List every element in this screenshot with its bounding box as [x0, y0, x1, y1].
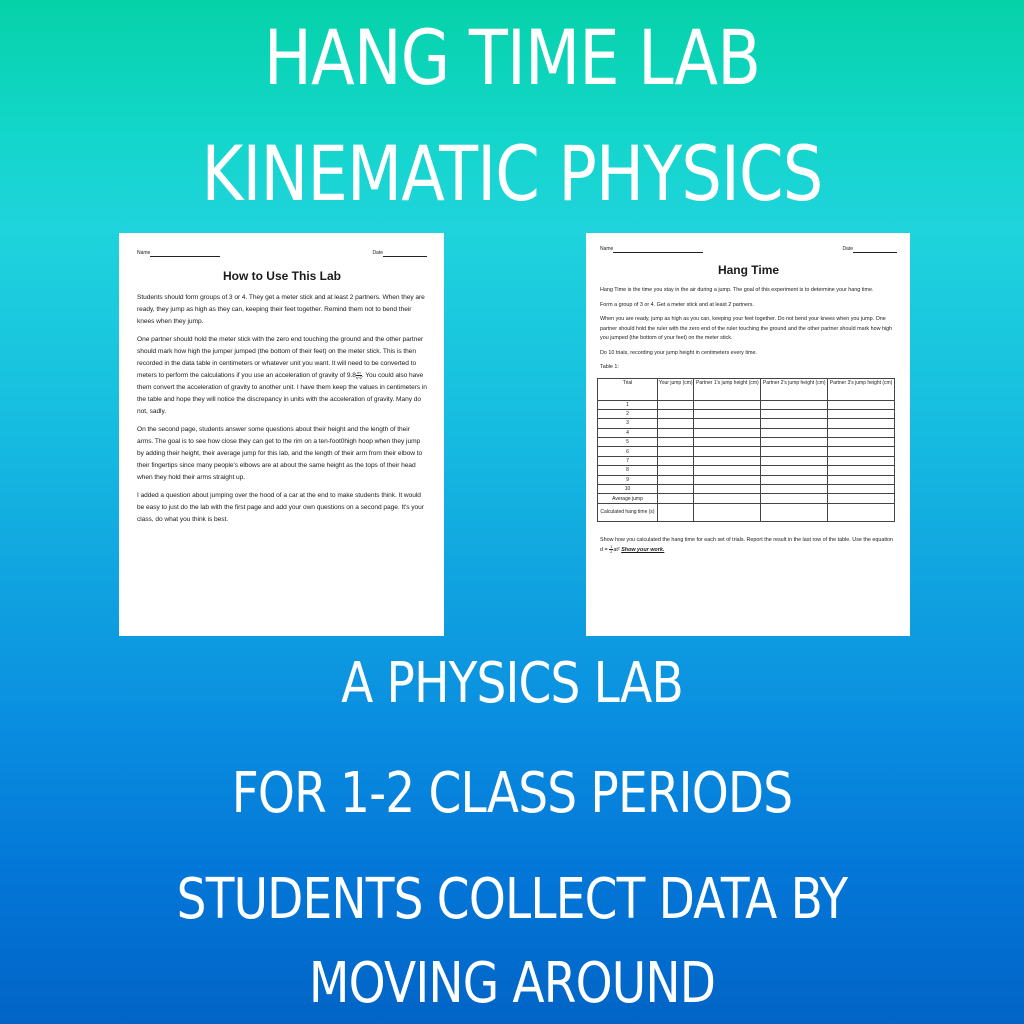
- date-line: [383, 250, 427, 257]
- title-line-2: KINEMATIC PHYSICS: [201, 129, 823, 218]
- table-header: Your jump (cm): [658, 378, 694, 400]
- table-row: 5: [598, 438, 895, 447]
- name-field: Name: [600, 245, 703, 253]
- name-field: Name: [137, 249, 220, 257]
- table-header: Partner 3's jump height (cm): [828, 378, 895, 400]
- page1-title: How to Use This Lab: [222, 269, 341, 283]
- subtitle-line-2: FOR 1-2 CLASS PERIODS: [231, 761, 793, 826]
- table-row: 4: [598, 428, 895, 437]
- table-row: 9: [598, 475, 895, 484]
- page2-instructions: Show how you calculated the hang time for each set of trials. Report the result in the last row of the table. Use the equation d = $\frac{1}{2}$ at² Show your work.: [600, 536, 894, 555]
- table-row: Calculated hang time (s): [598, 503, 895, 521]
- jump-data-table: [597, 378, 895, 522]
- table-row: 7: [598, 456, 895, 465]
- table-row: 8: [598, 466, 895, 475]
- subtitle-line-3: STUDENTS COLLECT DATA BY: [176, 867, 848, 932]
- page1-paragraph: On the second page, students answer some questions about their height and the length of their arms. The goal is to see how close they can get to the rim on a ten-foot0high hoop when they jump by adding their height, their average jump for this lab, and the length of their arm from their elbow to their fingertips since many people's elbows are at about the same height as the tops of their head when they hold their arms straight up.: [137, 426, 423, 481]
- subtitle-line-4: MOVING AROUND: [308, 951, 716, 1016]
- table-caption: Table 1:: [600, 364, 619, 370]
- table-row: 2: [598, 409, 895, 418]
- subtitle-line-1: A PHYSICS LAB: [341, 651, 683, 716]
- name-line: [150, 250, 220, 257]
- name-line: [613, 246, 703, 253]
- page1-paragraph: I added a question about jumping over the hood of a car at the end to make students think. It would be easy to just do the lab with the first page and add your own questions on a second page. It's your class, do what you think is best.: [137, 492, 424, 523]
- name-date-row: [137, 249, 427, 257]
- page2-paragraph: Form a group of 3 or 4. Get a meter stick and at least 2 partners.: [600, 301, 755, 308]
- gravity-unit-fraction: $\frac{m}{s\^{}2}$: [355, 369, 362, 380]
- table-row: 6: [598, 447, 895, 456]
- date-field: Date: [842, 245, 897, 253]
- preview-page-hang-time: [586, 233, 910, 636]
- table-header-row: [598, 378, 895, 400]
- table-header: Trial: [598, 378, 658, 400]
- page1-paragraph: Students should form groups of 3 or 4. They get a meter stick and at least 2 partners. When they are ready, they jump as high as they can, keeping their feet together. Remind them not to bend their knees when they jump.: [137, 294, 425, 325]
- name-date-row: [600, 245, 897, 253]
- table-row: 3: [598, 419, 895, 428]
- table-header: Partner 2's jump height (cm): [761, 378, 828, 400]
- half-fraction: $\frac{1}{2}$: [610, 544, 613, 555]
- title-line-1: HANG TIME LAB: [263, 13, 761, 102]
- page2-paragraph: When you are ready, jump as high as you can, keeping your feet together. Do not bend your knees when you jump. One partner should hold the ruler with the zero end of the ruler touching the ground and the other partner should mark how high you jumped (the bottom of your feet) on the meter stick.: [600, 316, 893, 341]
- table-header: Partner 1's jump height (cm): [694, 378, 761, 400]
- show-work-emphasis: Show your work.: [621, 547, 665, 554]
- table-row: Average jump: [598, 494, 895, 503]
- page2-paragraph: Hang Time is the time you stay in the air during a jump. The goal of this experiment is to determine your hang time.: [600, 287, 874, 293]
- page2-title: Hang Time: [717, 263, 780, 277]
- page2-paragraph: Do 10 trials, recording your jump height in centimeters every time.: [600, 349, 757, 356]
- date-field: Date: [372, 249, 427, 257]
- date-line: [853, 246, 897, 253]
- page1-paragraph: One partner should hold the meter stick with the zero end touching the ground and the other partner should mark how high the jumper jumped (the bottom of their feet) on the meter stick. This is then recorded in the data table in centimeters or whatever unit you want. It will need to be converted to meters to perform the calculations if you use an acceleration of gravity of 9.8 $\frac{m}{s\^{}2}$ . You could also have them convert the acceleration of gravity to another unit. I have them keep the values in centimeters in the table and hope they will notice the discrepancy in units with the acceleration of gravity. Many do not, sadly.: [137, 336, 427, 415]
- table-row: 1: [598, 400, 895, 409]
- preview-page-how-to-use: [119, 233, 444, 636]
- table-row: 10: [598, 485, 895, 494]
